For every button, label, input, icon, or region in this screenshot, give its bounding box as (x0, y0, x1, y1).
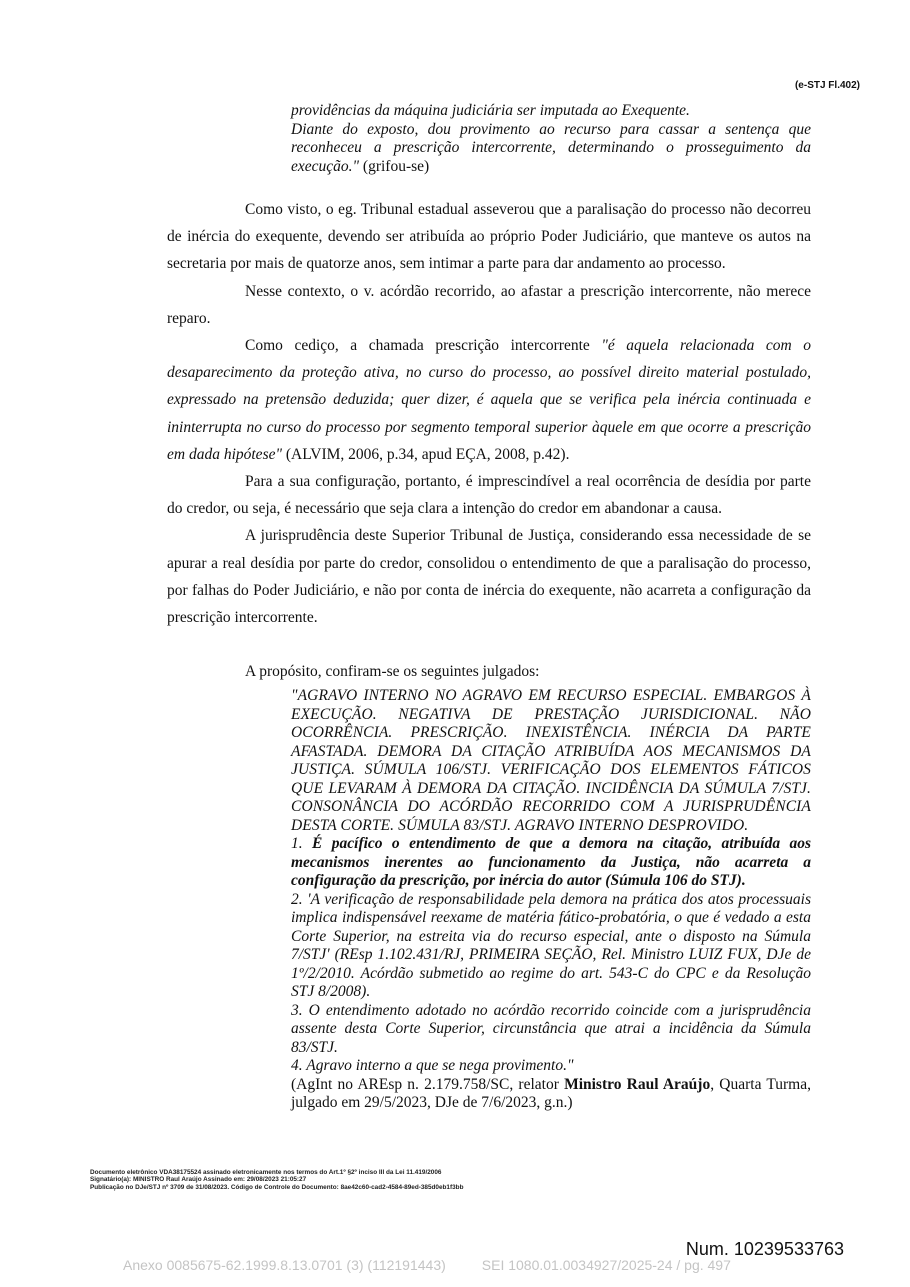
item-highlight: É pacífico o entendimento de que a demora na citação, atribuída aos mecanismos inerentes ao funcionamento da Justiça, não acarreta a configuração da prescrição, por inércia do autor (Súmula 106 do STJ). (291, 835, 812, 889)
main-body-text (167, 196, 811, 631)
precedent-item-2: 2. 'A verificação de responsabilidade pela demora na prática dos atos processuais implica indispensável reexame de matéria fático-probatória, o que é vedado a esta Corte Superior, na estreita via do recurso especial, ante o disposto na Súmula 7/STJ' (REsp 1.102.431/RJ, PRIMEIRA SEÇÃO, Rel. Ministro LUIZ FUX, DJe de 1º/2/2010. Acórdão submetido ao regime do art. 543-C do CPC e da Resolução STJ 8/2008). (291, 890, 811, 1000)
paragraph: A jurisprudência deste Superior Tribunal de Justiça, considerando essa necessidade de se apurar a real desídia por parte do credor, consolidou o entendimento de que a paralisação do processo, por falhas do Poder Judiciário, e não por conta de inércia do exequente, não acarreta a configuração da prescrição intercorrente. (167, 527, 811, 627)
citation-rapporteur: Ministro Raul Araújo (564, 1075, 711, 1093)
paragraph: Como visto, o eg. Tribunal estadual asseverou que a paralisação do processo não decorreu de inércia do exequente, devendo ser atribuída ao próprio Poder Judiciário, que manteve os autos na secretaria por mais de quatorze anos, sem intimar a parte para dar andamento ao processo. (167, 201, 811, 273)
quote-block-precedent (291, 687, 811, 1113)
precedents-intro: A propósito, confiram-se os seguintes julgados: (245, 663, 540, 680)
paragraph: Para a sua configuração, portanto, é imprescindível a real ocorrência de desídia por parte do credor, ou seja, é necessário que seja clara a intenção do credor em abandonar a causa. (167, 473, 811, 518)
sheet-number-label: (e-STJ Fl.402) (794, 80, 860, 91)
precedent-item-3: 3. O entendimento adotado no acórdão recorrido coincide com a jurisprudência assente desta Corte Superior, circunstância que atrai a incidência da Súmula 83/STJ. (291, 1001, 811, 1056)
quote-emphasis-note: (grifou-se) (359, 157, 430, 175)
inline-quote: "é aquela relacionada com o desaparecimento da proteção ativa, no curso do processo, ao possível direito material postulado, expressado na pretensão deduzida; quer dizer, é aquela que se verifica pela inércia continuada e ininterrupta no curso do processo por segmento temporal superior àquele em que ocorre a prescrição em dada hipótese" (167, 337, 811, 463)
annex-stamp (123, 1257, 823, 1273)
signature-line: Signatário(a): MINISTRO Raul Araújo Assinado em: 29/08/2023 21:05:27 (90, 1176, 307, 1184)
sei-page-reference: SEI 1080.01.0034927/2025-24 / pg. 497 (481, 1257, 731, 1273)
quote-block-previous-judgment (291, 102, 811, 176)
quote-line: providências da máquina judiciária ser imputada ao Exequente. (291, 102, 690, 119)
citation-tail: , Quarta Turma, julgado em 29/5/2023, DJe de 7/6/2023, g.n.) (291, 1075, 811, 1111)
precedent-citation (291, 1076, 811, 1113)
document-number: Num. 10239533763 (685, 1239, 844, 1259)
signature-line: Publicação no DJe/STJ nº 3709 de 31/08/2023. Código de Controle do Documento: 8ae42c60-cad2-4584-89ed-385d0eb1f3bb (90, 1183, 464, 1191)
paragraph-definition (167, 332, 811, 468)
item-number: 1. (291, 835, 313, 852)
electronic-signature-footer (90, 1169, 790, 1191)
citation-lead: (AgInt no AREsp n. 2.179.758/SC, relator (291, 1075, 565, 1093)
quote-conclusion (291, 121, 811, 177)
signature-line: Documento eletrônico VDA38175524 assinado eletronicamente nos termos do Art.1º §2º inciso III da Lei 11.419/2006 (90, 1169, 442, 1176)
paragraph-lead: Como cediço, a chamada prescrição intercorrente (245, 337, 602, 355)
annex-reference: Anexo 0085675-62.1999.8.13.0701 (3) (112191443) (123, 1257, 446, 1273)
precedent-item-4: 4. Agravo interno a que se nega provimento." (291, 1057, 574, 1074)
paragraph: Nesse contexto, o v. acórdão recorrido, ao afastar a prescrição intercorrente, não merece reparo. (167, 282, 811, 327)
quote-conclusion-text: Diante do exposto, dou provimento ao recurso para cassar a sentença que reconheceu a prescrição intercorrente, determinando o prosseguimento da execução." (291, 120, 811, 175)
precedent-ementa: "AGRAVO INTERNO NO AGRAVO EM RECURSO ESPECIAL. EMBARGOS À EXECUÇÃO. NEGATIVA DE PRESTAÇÃO JURISDICIONAL. NÃO OCORRÊNCIA. PRESCRIÇÃO. INEXISTÊNCIA. INÉRCIA DA PARTE AFASTADA. DEMORA DA CITAÇÃO ATRIBUÍDA AOS MECANISMOS DA JUSTIÇA. SÚMULA 106/STJ. VERIFICAÇÃO DOS ELEMENTOS FÁTICOS QUE LEVARAM À DEMORA DA CITAÇÃO. INCIDÊNCIA DA SÚMULA 7/STJ. CONSONÂNCIA DO ACÓRDÃO RECORRIDO COM A JURISPRUDÊNCIA DESTA CORTE. SÚMULA 83/STJ. AGRAVO INTERNO DESPROVIDO. (291, 687, 811, 834)
paragraph-citation: (ALVIM, 2006, p.34, apud EÇA, 2008, p.42). (282, 445, 570, 463)
precedent-item-1 (291, 835, 811, 891)
